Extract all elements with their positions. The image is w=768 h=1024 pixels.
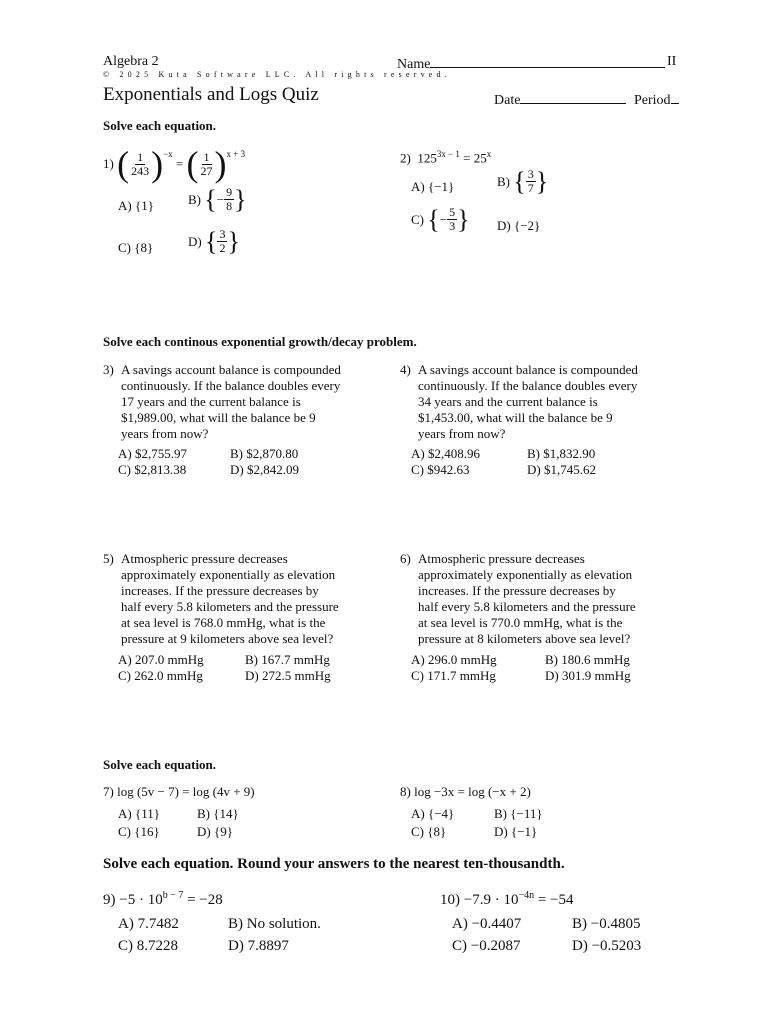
course-name: Algebra 2 bbox=[103, 54, 159, 69]
section-instruction-2: Solve each continous exponential growth/decay problem. bbox=[103, 334, 417, 349]
p6-choice-b[interactable]: B) 180.6 mmHg bbox=[545, 652, 630, 667]
date-line[interactable] bbox=[520, 90, 626, 104]
quiz-title: Exponentials and Logs Quiz bbox=[103, 84, 319, 105]
p5-choice-b[interactable]: B) 167.7 mmHg bbox=[245, 652, 330, 667]
p9-choice-c[interactable]: C) 8.7228 bbox=[118, 938, 178, 954]
period-label: Period bbox=[634, 93, 671, 108]
p10-choice-a[interactable]: A) −0.4407 bbox=[452, 916, 522, 932]
fraction-denominator: 243 bbox=[131, 163, 150, 178]
p9-choice-a[interactable]: A) 7.7482 bbox=[118, 916, 179, 932]
p10-choice-b[interactable]: B) −0.4805 bbox=[572, 916, 641, 932]
p7-choice-c[interactable]: C) {16} bbox=[118, 824, 160, 839]
p5-choice-c[interactable]: C) 262.0 mmHg bbox=[118, 668, 203, 683]
section-instruction-3: Solve each equation. bbox=[103, 757, 217, 772]
p8-choice-d[interactable]: D) {−1} bbox=[494, 824, 538, 839]
copyright: © 2025 Kuta Software LLC. All rights reserved. bbox=[103, 70, 451, 79]
problem-4-number: 4) bbox=[400, 362, 411, 377]
p2-choice-d[interactable]: D) {−2} bbox=[497, 218, 541, 233]
p6-choice-d[interactable]: D) 301.9 mmHg bbox=[545, 668, 631, 683]
p4-choice-b[interactable]: B) $1,832.90 bbox=[527, 446, 596, 461]
p3-choice-d[interactable]: D) $2,842.09 bbox=[230, 462, 299, 477]
period-line[interactable] bbox=[671, 90, 679, 104]
exponent: x + 3 bbox=[226, 149, 246, 159]
period-field[interactable] bbox=[634, 90, 679, 109]
problem-3-text: A savings account balance is compounded continuously. If the balance doubles every 17 years and the current balance is $1,989.00, what will the balance be 9 years from now? bbox=[121, 362, 341, 441]
p8-choice-b[interactable]: B) {−11} bbox=[494, 806, 543, 821]
exponent: −x bbox=[163, 149, 173, 159]
name-field[interactable] bbox=[397, 54, 665, 73]
p5-choice-d[interactable]: D) 272.5 mmHg bbox=[245, 668, 331, 683]
problem-3-number: 3) bbox=[103, 362, 114, 377]
problem-number: 1) bbox=[103, 156, 114, 171]
p1-choice-c[interactable]: C) {8} bbox=[118, 240, 154, 255]
p3-choice-c[interactable]: C) $2,813.38 bbox=[118, 462, 187, 477]
p4-choice-a[interactable]: A) $2,408.96 bbox=[411, 446, 480, 461]
name-line[interactable] bbox=[430, 54, 665, 68]
date-field[interactable] bbox=[494, 90, 626, 109]
p6-choice-c[interactable]: C) 171.7 mmHg bbox=[411, 668, 496, 683]
p8-choice-a[interactable]: A) {−4} bbox=[411, 806, 455, 821]
p5-choice-a[interactable]: A) 207.0 mmHg bbox=[118, 652, 204, 667]
p7-choice-b[interactable]: B) {14} bbox=[197, 806, 239, 821]
problem-5-text: Atmospheric pressure decreases approximately exponentially as elevation increases. If the pressure decreases by half every 5.8 kilometers and the pressure at sea level is 768.0 mmHg, what is the pressure at 9 kilometers above sea level? bbox=[121, 551, 339, 646]
p1-choice-a[interactable]: A) {1} bbox=[118, 198, 154, 213]
name-label: Name bbox=[397, 57, 431, 72]
section-instruction-1: Solve each equation. bbox=[103, 118, 217, 133]
p3-choice-a[interactable]: A) $2,755.97 bbox=[118, 446, 187, 461]
problem-2-equation: 2) $125^{3x - 1} = 25^x$ bbox=[400, 149, 492, 166]
problem-10-equation: $10) -7.9 \cdot 10^{-4n} = -54$ bbox=[440, 890, 574, 908]
problem-6-number: 6) bbox=[400, 551, 411, 566]
problem-8-equation: 8) log −3x = log (−x + 2) bbox=[400, 784, 531, 799]
fraction-numerator: 1 bbox=[203, 149, 210, 164]
p2-choice-b[interactable]: B) { $\frac{3}{7}$ } bbox=[497, 166, 549, 196]
p10-choice-c[interactable]: C) −0.2087 bbox=[452, 938, 521, 954]
problem-4-text: A savings account balance is compounded continuously. If the balance doubles every 34 years and the current balance is $1,453.00, what will the balance be 9 years from now? bbox=[418, 362, 638, 441]
p9-choice-b[interactable]: B) No solution. bbox=[228, 916, 321, 932]
p10-choice-d[interactable]: D) −0.5203 bbox=[572, 938, 642, 954]
p4-choice-d[interactable]: D) $1,745.62 bbox=[527, 462, 596, 477]
section-instruction-4: Solve each equation. Round your answers to the nearest ten-thousandth. bbox=[103, 856, 565, 872]
p3-choice-b[interactable]: B) $2,870.80 bbox=[230, 446, 299, 461]
problem-9-equation: $9) -5 \cdot 10^{b - 7} = -28$ bbox=[103, 890, 223, 908]
problem-6-text: Atmospheric pressure decreases approximately exponentially as elevation increases. If the pressure decreases by half every 5.8 kilometers and the pressure at sea level is 770.0 mmHg, what is the pressure at 8 kilometers above sea level? bbox=[418, 551, 636, 646]
p2-choice-c[interactable]: C) { − $\frac{5}{3}$ } bbox=[411, 204, 470, 234]
p1-choice-b[interactable]: B) { − $\frac{9}{8}$ } bbox=[188, 184, 247, 214]
problem-1-equation: 1) ( $\frac{1}{243}$ ) −x = ( $\frac{1}{27}$ ) x + 3 bbox=[103, 144, 246, 184]
date-label: Date bbox=[494, 93, 521, 108]
p4-choice-c[interactable]: C) $942.63 bbox=[411, 462, 470, 477]
problem-7-equation: 7) log (5v − 7) = log (4v + 9) bbox=[103, 784, 255, 799]
p9-choice-d[interactable]: D) 7.8897 bbox=[228, 938, 289, 954]
p6-choice-a[interactable]: A) 296.0 mmHg bbox=[411, 652, 497, 667]
fraction-denominator: 27 bbox=[200, 163, 213, 178]
name-suffix: II bbox=[667, 54, 677, 69]
p7-choice-d[interactable]: D) {9} bbox=[197, 824, 233, 839]
p2-choice-a[interactable]: A) {−1} bbox=[411, 179, 455, 194]
fraction-numerator: 1 bbox=[137, 149, 144, 164]
problem-5-number: 5) bbox=[103, 551, 114, 566]
p1-choice-d[interactable]: D) { $\frac{3}{2}$ } bbox=[188, 226, 240, 256]
p8-choice-c[interactable]: C) {8} bbox=[411, 824, 447, 839]
p7-choice-a[interactable]: A) {11} bbox=[118, 806, 160, 821]
